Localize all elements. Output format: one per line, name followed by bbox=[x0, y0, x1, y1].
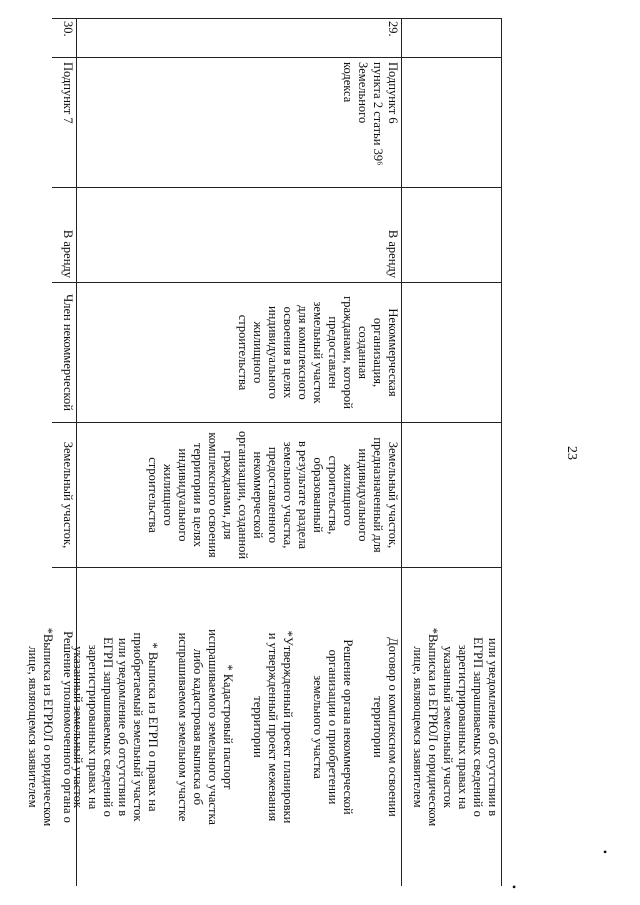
cell-number: 30. bbox=[52, 18, 77, 58]
cell-number bbox=[402, 18, 502, 58]
cell-documents: Договор о комплексном освоении территории Решение органа некоммерческой организации о приобретении земельного участка *Утвержденный проект планировки и утвержденный проект межевания территории * Кадастровый паспорт испрашиваемого земельного участка либо кадастровая выписка об испрашиваемом земельном участке * Выписка из ЕГРП о правах на приобретаемый земельный участок или уведомление об отсутствии в ЕГРП запрашиваемых сведений о зарегистрированных правах на указанный земельный участок *Выписка из ЕГРЮЛ о юридическом лице, являющемся заявителем bbox=[26, 627, 400, 827]
cell-subject: Член некоммерческой bbox=[52, 283, 77, 423]
cell-number: 29. bbox=[77, 18, 402, 58]
cell-type bbox=[402, 188, 502, 283]
table-row-30 bbox=[52, 18, 77, 886]
cell-type: В аренду bbox=[77, 188, 402, 283]
table-row-continuation bbox=[402, 18, 502, 886]
cell-land: Земельный участок, предназначенный для индивидуального жилищного строительства, образованный в результате раздела земельного участка, предоставленного некоммерческой организации, созданной гражданами, для комплексного освоения территории в целях индивидуального жилищного строительства bbox=[77, 423, 402, 568]
cell-type: В аренду bbox=[52, 188, 77, 283]
cell-article: Подпункт 7 bbox=[52, 58, 77, 188]
rotated-table-page bbox=[26, 18, 502, 886]
cell-land bbox=[402, 423, 502, 568]
cell-subject bbox=[402, 283, 502, 423]
cell-article bbox=[402, 58, 502, 188]
cell-subject: Некоммерческая организация, созданная гражданами, которой предоставлен земельный участок для комплексного освоения в целях индивидуального жилищного строительства bbox=[77, 283, 402, 423]
land-table bbox=[26, 18, 502, 886]
scan-mark-bottom: • bbox=[512, 880, 517, 894]
scan-mark-top: • bbox=[603, 845, 608, 859]
cell-documents: Решение уполномоченного органа о bbox=[61, 631, 75, 823]
cell-article: Подпункт 6 пункта 2 статьи 39⁶ Земельного кодекса bbox=[77, 58, 402, 188]
page-number: 23 bbox=[564, 446, 579, 460]
cell-documents: или уведомление об отсутствии в ЕГРП запрашиваемых сведений о зарегистрированных правах на указанный земельный участок *Выписка из ЕГРЮЛ о юридическом лице, являющемся заявителем bbox=[411, 627, 500, 827]
cell-land: Земельный участок, bbox=[52, 423, 77, 568]
